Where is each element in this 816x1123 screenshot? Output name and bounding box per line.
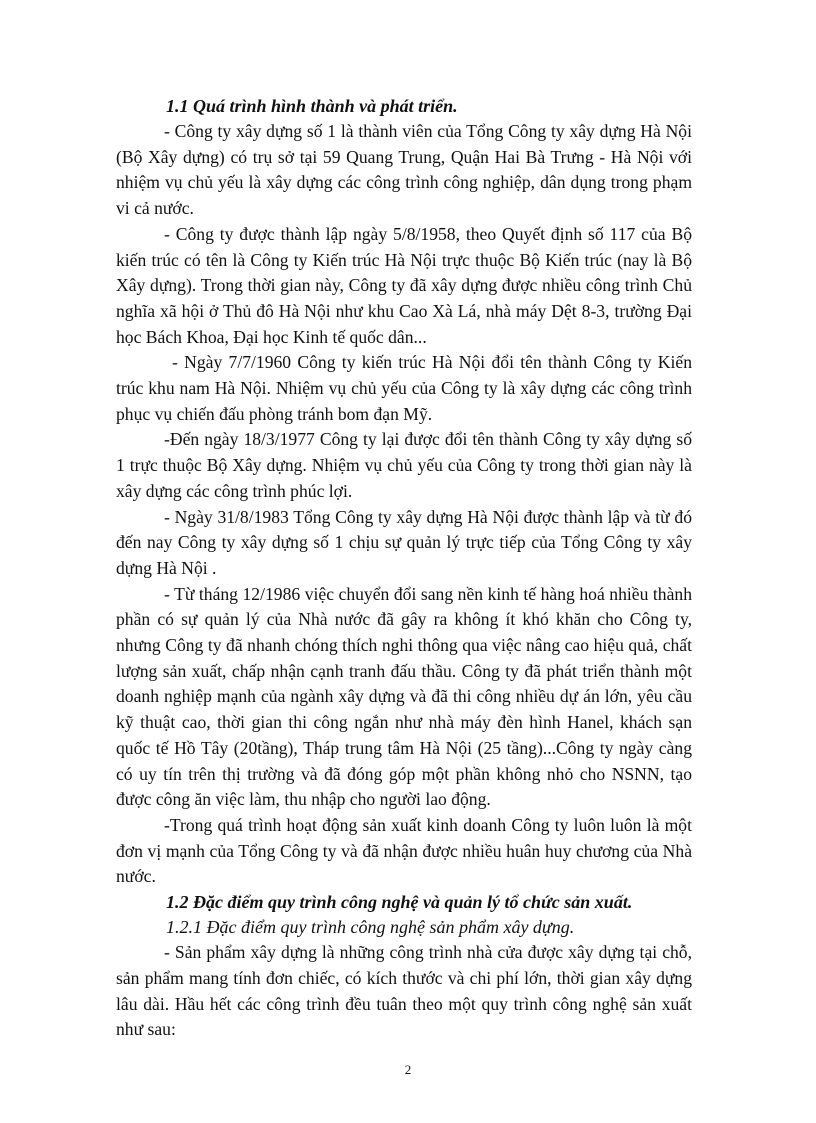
paragraph-strong-unit: -Trong quá trình hoạt động sản xuất kinh doanh Công ty luôn luôn là một đơn vị mạnh của Tổng Công ty và đã nhận được nhiều huân huy chương của Nhà nước.: [116, 814, 692, 887]
section-heading-1-2: 1.2 Đặc điểm quy trình công nghệ và quản lý tổ chức sản xuất.: [166, 892, 633, 913]
paragraph-1986-transition: - Từ tháng 12/1986 việc chuyển đổi sang nền kinh tế hàng hoá nhiều thành phần có sự quản lý của Nhà nước đã gây ra không ít khó khăn cho Công ty, nhưng Công ty đã nhanh chóng thích nghi thông qua việc nâng cao hiệu quả, chất lượng sản xuất, chấp nhận cạnh tranh đấu thầu. Công ty đã phát triển thành một doanh nghiệp mạnh của ngành xây dựng và đã thi công nhiều dự án lớn, yêu cầu kỹ thuật cao, thời gian thi công ngắn như nhà máy đèn hình Hanel, khách sạn quốc tế Hồ Tây (20tầng), Tháp trung tâm Hà Nội (25 tầng)...Công ty ngày càng có uy tín trên thị trường và đã đóng góp một phần không nhỏ cho NSNN, tạo được công ăn việc làm, thu nhập cho người lao động.: [116, 583, 692, 810]
paragraph-construction-products: - Sản phẩm xây dựng là những công trình nhà cửa được xây dựng tại chỗ, sản phẩm mang tính đơn chiếc, có kích thước và chi phí lớn, thời gian xây dựng lâu dài. Hầu hết các công trình đều tuân theo một quy trình công nghệ sản xuất như sau:: [116, 942, 692, 1040]
paragraph-rename-1960: - Ngày 7/7/1960 Công ty kiến trúc Hà Nội đổi tên thành Công ty Kiến trúc khu nam Hà Nội. Nhiệm vụ chủ yếu của Công ty là xây dựng các công trình phục vụ chiến đấu phòng tránh bom đạn Mỹ.: [116, 352, 692, 424]
section-heading-1-1: 1.1 Quá trình hình thành và phát triển.: [166, 96, 458, 116]
paragraph-rename-1977: -Đến ngày 18/3/1977 Công ty lại được đổi tên thành Công ty xây dựng số 1 trực thuộc Bộ Xây dựng. Nhiệm vụ chủ yếu của Công ty trong thời gian này là xây dựng các công trình phúc lợi.: [116, 429, 692, 501]
paragraph-company-overview: - Công ty xây dựng số 1 là thành viên của Tổng Công ty xây dựng Hà Nội (Bộ Xây dựng) có trụ sở tại 59 Quang Trung, Quận Hai Bà Trưng - Hà Nội với nhiệm vụ chủ yếu là xây dựng các công trình công nghiệp, dân dụng trong phạm vi cả nước.: [116, 121, 692, 219]
paragraph-founding: - Công ty được thành lập ngày 5/8/1958, theo Quyết định số 117 của Bộ kiến trúc có tên là Công ty Kiến trúc Hà Nội trực thuộc Bộ Kiến trúc (nay là Bộ Xây dựng). Trong thời gian này, Công ty đã xây dựng được nhiều công trình Chủ nghĩa xã hội ở Thủ đô Hà Nội như khu Cao Xà Lá, nhà máy Dệt 8-3, trường Đại học Bách Khoa, Đại học Kinh tế quốc dân...: [116, 223, 692, 347]
page-number: 2: [404, 1062, 412, 1077]
page-content: [116, 94, 692, 1043]
paragraph-1983: - Ngày 31/8/1983 Tổng Công ty xây dựng Hà Nội được thành lập và từ đó đến nay Công ty xây dựng số 1 chịu sự quản lý trực tiếp của Tổng Công ty xây dựng Hà Nội .: [116, 506, 692, 578]
subsection-heading-1-2-1: 1.2.1 Đặc điểm quy trình công nghệ sản phẩm xây dựng.: [166, 917, 575, 938]
